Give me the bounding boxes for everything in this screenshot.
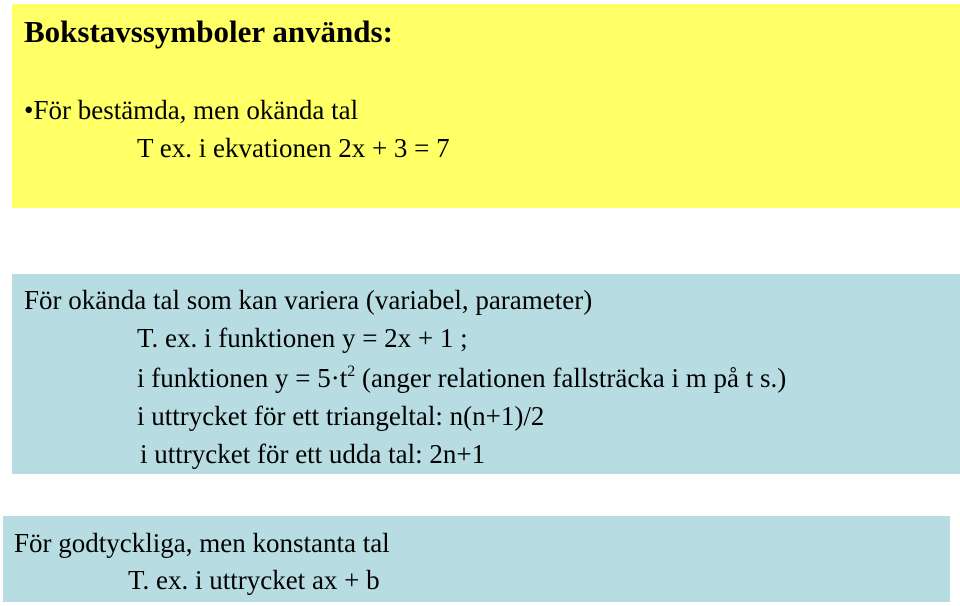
- variable-intro: För okända tal som kan variera (variabel, parameter): [24, 285, 593, 315]
- odd-number-example: i uttrycket för ett udda tal: 2n+1: [140, 439, 486, 469]
- equation-example: T ex. i ekvationen 2x + 3 = 7: [137, 133, 450, 163]
- bullet-text: För bestämda, men okända tal: [33, 95, 359, 125]
- expression-example: T. ex. i uttrycket ax + b: [128, 565, 380, 595]
- fall-distance-note: (anger relationen fallsträcka i m på t s.): [355, 363, 787, 393]
- constant-intro: För godtyckliga, men konstanta tal: [14, 528, 390, 558]
- fall-distance-example: [137, 362, 786, 394]
- bullet-item: [24, 94, 358, 126]
- triangular-number-example: i uttrycket för ett triangeltal: n(n+1)/2: [137, 401, 545, 431]
- function-example: T. ex. i funktionen y = 2x + 1 ;: [137, 323, 468, 353]
- bullet-marker: •: [24, 95, 34, 125]
- exponent: 2: [347, 363, 356, 380]
- page-title: Bokstavssymboler används:: [24, 14, 393, 49]
- fall-distance-formula: i funktionen y = 5·t: [137, 363, 348, 393]
